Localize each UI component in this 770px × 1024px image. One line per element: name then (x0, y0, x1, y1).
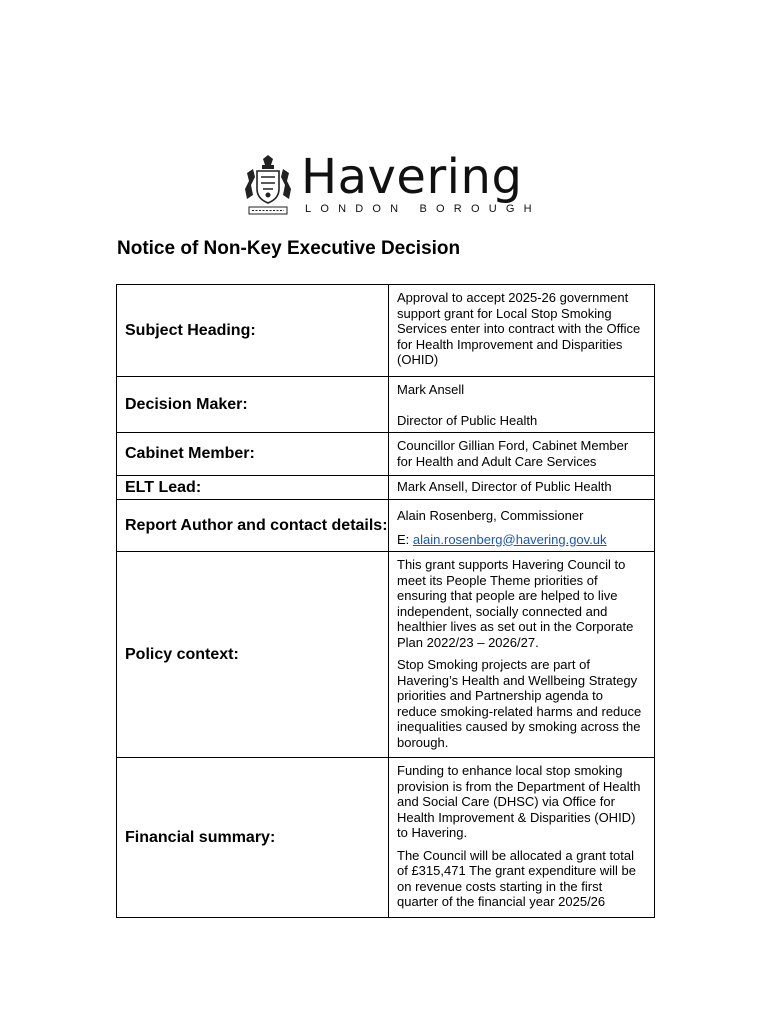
elt-lead-value (389, 476, 655, 500)
email-prefix: E: (397, 531, 413, 547)
decision-maker-name: Mark Ansell (397, 382, 465, 397)
subject-heading-label: Subject Heading: (117, 285, 389, 377)
page-title: Notice of Non-Key Executive Decision (117, 238, 461, 259)
table-row-decision-maker (117, 377, 655, 433)
subject-heading-value (389, 285, 655, 377)
financial-summary-para-2: The Council will be allocated a grant total of £315,471 The grant expenditure will be on revenue costs starting in the first quarter of the financial year 2025/26 (397, 847, 636, 909)
cabinet-member-label: Cabinet Member: (117, 433, 389, 476)
financial-summary-para-1: Funding to enhance local stop smoking provision is from the Department of Health and Social Care (DHSC) via Office for Health Improvement & Disparities (OHID) to Havering. (397, 763, 641, 840)
logo-wordmark: Havering (301, 149, 523, 205)
coat-of-arms-icon (243, 155, 293, 217)
report-author-name: Alain Rosenberg, Commissioner (397, 508, 584, 523)
decision-maker-label: Decision Maker: (117, 377, 389, 433)
policy-context-value (389, 552, 655, 758)
policy-context-para-1: This grant supports Havering Council to meet its People Theme priorities of ensuring that people are helped to live independent, socially connected and healthier lives as set out in the Corporate Plan 2022/23 – 2026/27. (397, 557, 634, 650)
cabinet-member-value (389, 433, 655, 476)
table-row-financial-summary (117, 758, 655, 918)
decision-table (116, 284, 655, 918)
table-row-policy-context (117, 552, 655, 758)
author-email-link[interactable]: alain.rosenberg@havering.gov.uk (412, 531, 607, 547)
decision-maker-role: Director of Public Health (397, 412, 538, 428)
decision-maker-value (389, 377, 655, 433)
havering-logo (243, 149, 541, 220)
table-row-elt-lead (117, 476, 655, 500)
report-author-value (389, 500, 655, 552)
table-row-report-author (117, 500, 655, 552)
policy-context-para-2: Stop Smoking projects are part of Havering’s Health and Wellbeing Strategy priorities and Partnership agenda to reduce smoking-related harms and reduce inequalities caused by smoking across the borough. (397, 657, 642, 750)
policy-context-label: Policy context: (117, 552, 389, 758)
elt-lead-text: Mark Ansell, Director of Public Health (397, 479, 612, 494)
report-author-label-text: Report Author and contact details: (125, 517, 388, 534)
logo-subline: LONDON BOROUGH (305, 203, 541, 215)
cabinet-member-text: Councillor Gillian Ford, Cabinet Member for Health and Adult Care Services (397, 438, 629, 469)
subject-heading-text: Approval to accept 2025-26 government support grant for Local Stop Smoking Services enter into contract with the Office for Health Improvement and Disparities (OHID) (397, 290, 641, 367)
elt-lead-label: ELT Lead: (117, 476, 389, 500)
financial-summary-label: Financial summary: (117, 758, 389, 918)
financial-summary-value (389, 758, 655, 918)
report-author-email-line (397, 532, 646, 548)
report-author-label (117, 500, 389, 552)
table-row-cabinet-member (117, 433, 655, 476)
table-row-subject (117, 285, 655, 377)
